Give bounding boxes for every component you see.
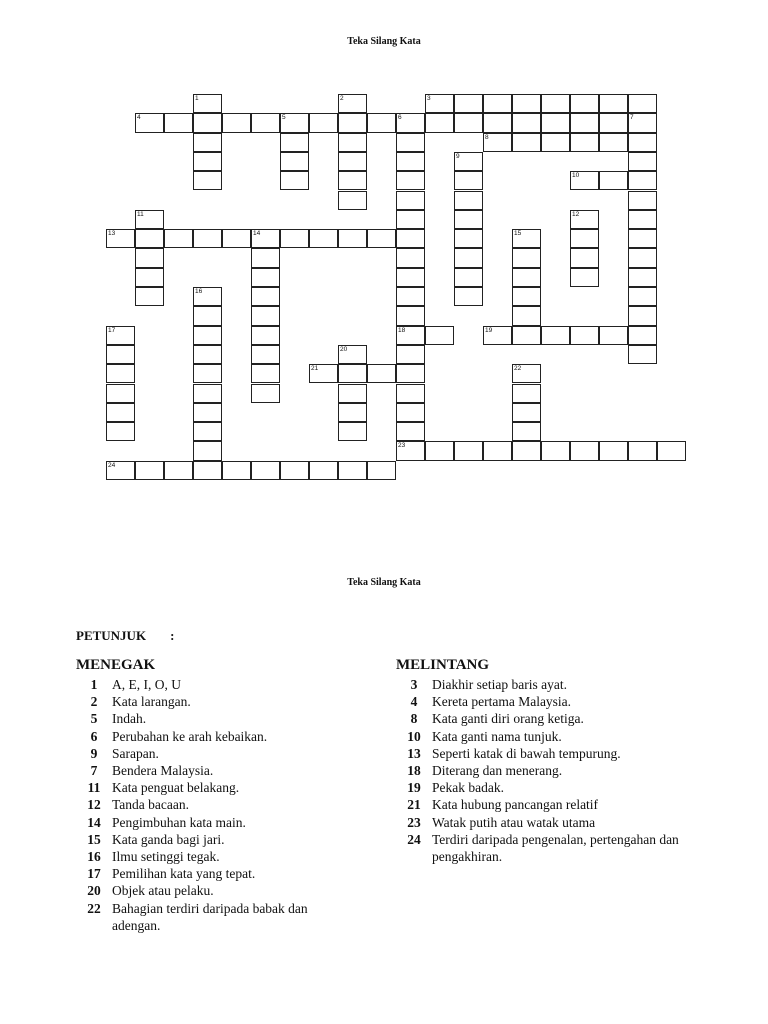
grid-cell[interactable] bbox=[164, 461, 193, 480]
grid-cell[interactable] bbox=[396, 306, 425, 325]
grid-cell[interactable] bbox=[454, 171, 483, 190]
grid-cell[interactable] bbox=[280, 133, 309, 152]
grid-cell[interactable] bbox=[570, 268, 599, 287]
grid-cell[interactable] bbox=[135, 461, 164, 480]
clue-number: 13 bbox=[407, 745, 421, 761]
grid-cell[interactable] bbox=[338, 403, 367, 422]
grid-cell[interactable] bbox=[135, 248, 164, 267]
clue-number: 23 bbox=[407, 814, 421, 830]
grid-cell[interactable] bbox=[512, 326, 541, 345]
grid-cell[interactable] bbox=[251, 229, 280, 248]
grid-cell[interactable] bbox=[396, 441, 425, 460]
grid-cell[interactable] bbox=[454, 287, 483, 306]
clue-item bbox=[76, 796, 346, 813]
clue-text: Kata penguat belakang. bbox=[112, 780, 240, 796]
grid-cell[interactable] bbox=[396, 248, 425, 267]
grid-cell-number: 14 bbox=[253, 230, 261, 238]
grid-cell[interactable] bbox=[106, 345, 135, 364]
grid-cell[interactable] bbox=[454, 229, 483, 248]
clue-number: 6 bbox=[90, 728, 98, 744]
grid-cell-number: 3 bbox=[427, 95, 431, 102]
grid-cell[interactable] bbox=[309, 229, 338, 248]
grid-cell[interactable] bbox=[193, 113, 222, 132]
grid-cell[interactable] bbox=[512, 384, 541, 403]
grid-cell[interactable] bbox=[512, 364, 541, 383]
grid-cell[interactable] bbox=[106, 403, 135, 422]
grid-cell[interactable] bbox=[396, 422, 425, 441]
grid-cell[interactable] bbox=[338, 191, 367, 210]
clue-text: Perubahan ke arah kebaikan. bbox=[112, 728, 268, 744]
grid-cell[interactable] bbox=[338, 345, 367, 364]
grid-cell[interactable] bbox=[628, 326, 657, 345]
clue-text: Kata larangan. bbox=[112, 694, 191, 710]
grid-cell[interactable] bbox=[425, 441, 454, 460]
grid-cell[interactable] bbox=[396, 268, 425, 287]
grid-cell[interactable] bbox=[106, 229, 135, 248]
grid-cell[interactable] bbox=[338, 384, 367, 403]
grid-cell[interactable] bbox=[396, 229, 425, 248]
clue-item bbox=[396, 728, 696, 745]
grid-cell[interactable] bbox=[483, 441, 512, 460]
grid-cell[interactable] bbox=[512, 422, 541, 441]
clue-number: 14 bbox=[87, 814, 101, 830]
grid-cell[interactable] bbox=[396, 384, 425, 403]
clue-item bbox=[396, 796, 696, 813]
grid-cell[interactable] bbox=[454, 210, 483, 229]
grid-cell-number: 12 bbox=[572, 210, 580, 218]
clue-item bbox=[76, 848, 346, 865]
grid-cell[interactable] bbox=[135, 268, 164, 287]
clue-text: Seperti katak di bawah tempurung. bbox=[432, 745, 621, 761]
grid-cell[interactable] bbox=[251, 364, 280, 383]
grid-cell[interactable] bbox=[338, 113, 367, 132]
grid-cell[interactable] bbox=[280, 461, 309, 480]
grid-cell[interactable] bbox=[193, 133, 222, 152]
grid-cell[interactable] bbox=[454, 248, 483, 267]
grid-cell[interactable] bbox=[164, 229, 193, 248]
melintang-heading: MELINTANG bbox=[396, 657, 490, 673]
grid-cell-number: 13 bbox=[108, 230, 116, 238]
grid-cell[interactable] bbox=[193, 403, 222, 422]
grid-cell[interactable] bbox=[338, 461, 367, 480]
grid-cell[interactable] bbox=[135, 287, 164, 306]
clue-text: Kata ganti nama tunjuk. bbox=[432, 728, 562, 744]
clue-text: Terdiri daripada pengenalan, pertengahan dan pengakhiran. bbox=[432, 831, 679, 865]
grid-cell[interactable] bbox=[570, 210, 599, 229]
grid-cell[interactable] bbox=[251, 268, 280, 287]
grid-cell[interactable] bbox=[396, 171, 425, 190]
clue-number: 11 bbox=[87, 780, 101, 796]
grid-cell[interactable] bbox=[628, 94, 657, 113]
clue-text: Tanda bacaan. bbox=[112, 797, 190, 813]
clue-number: 24 bbox=[407, 831, 421, 847]
grid-cell[interactable] bbox=[570, 113, 599, 132]
grid-cell[interactable] bbox=[425, 326, 454, 345]
clue-number: 8 bbox=[410, 711, 418, 727]
clue-item bbox=[76, 728, 346, 745]
grid-cell[interactable] bbox=[425, 113, 454, 132]
clue-text: A, E, I, O, U bbox=[112, 677, 181, 692]
grid-cell[interactable] bbox=[454, 268, 483, 287]
clue-text: Sarapan. bbox=[112, 745, 159, 761]
grid-cell[interactable] bbox=[628, 268, 657, 287]
grid-cell[interactable] bbox=[193, 345, 222, 364]
grid-cell-number: 24 bbox=[108, 461, 116, 469]
grid-cell[interactable] bbox=[251, 287, 280, 306]
grid-cell-number: 19 bbox=[485, 326, 493, 334]
clue-text: Bahagian terdiri daripada babak dan adengan. bbox=[112, 900, 308, 933]
grid-cell[interactable] bbox=[512, 268, 541, 287]
grid-cell[interactable] bbox=[570, 248, 599, 267]
grid-cell[interactable] bbox=[193, 384, 222, 403]
clue-text: Pekak badak. bbox=[432, 780, 504, 796]
grid-cell[interactable] bbox=[396, 345, 425, 364]
clue-number: 10 bbox=[407, 728, 421, 744]
grid-cell[interactable] bbox=[251, 461, 280, 480]
grid-cell[interactable] bbox=[193, 461, 222, 480]
grid-cell[interactable] bbox=[193, 422, 222, 441]
clue-item bbox=[76, 882, 346, 899]
grid-cell[interactable] bbox=[599, 326, 628, 345]
grid-cell[interactable] bbox=[628, 210, 657, 229]
grid-cell[interactable] bbox=[628, 345, 657, 364]
grid-cell[interactable] bbox=[396, 287, 425, 306]
grid-cell-number: 20 bbox=[340, 345, 348, 353]
clue-number: 3 bbox=[410, 677, 418, 692]
grid-cell[interactable] bbox=[396, 152, 425, 171]
grid-cell[interactable] bbox=[135, 210, 164, 229]
grid-cell[interactable] bbox=[599, 94, 628, 113]
petunjuk-colon: : bbox=[170, 628, 175, 643]
grid-cell-number: 8 bbox=[485, 133, 489, 141]
grid-cell-number: 6 bbox=[398, 114, 402, 122]
grid-cell[interactable] bbox=[338, 152, 367, 171]
grid-cell[interactable] bbox=[628, 229, 657, 248]
grid-cell[interactable] bbox=[367, 113, 396, 132]
clue-item bbox=[396, 693, 696, 710]
clue-text: Indah. bbox=[112, 711, 147, 727]
grid-cell[interactable] bbox=[338, 364, 367, 383]
grid-cell[interactable] bbox=[280, 229, 309, 248]
clue-number: 15 bbox=[87, 831, 101, 847]
clue-text: Diterang dan menerang. bbox=[432, 763, 563, 779]
clue-item bbox=[396, 710, 696, 727]
clue-item bbox=[396, 745, 696, 762]
grid-cell[interactable] bbox=[512, 287, 541, 306]
grid-cell[interactable] bbox=[628, 306, 657, 325]
grid-cell-number: 15 bbox=[514, 230, 522, 238]
clue-item bbox=[76, 676, 346, 693]
clue-item bbox=[396, 779, 696, 796]
grid-cell[interactable] bbox=[628, 113, 657, 132]
clue-number: 12 bbox=[87, 797, 101, 813]
grid-cell[interactable] bbox=[396, 403, 425, 422]
grid-cell-number: 22 bbox=[514, 365, 522, 373]
melintang-clue-list bbox=[396, 676, 696, 865]
grid-cell[interactable] bbox=[164, 113, 193, 132]
clue-number: 9 bbox=[90, 745, 98, 761]
grid-cell[interactable] bbox=[106, 422, 135, 441]
grid-cell[interactable] bbox=[251, 384, 280, 403]
grid-cell[interactable] bbox=[338, 94, 367, 113]
grid-cell[interactable] bbox=[628, 441, 657, 460]
grid-cell[interactable] bbox=[628, 248, 657, 267]
grid-cell[interactable] bbox=[135, 229, 164, 248]
grid-cell-number: 17 bbox=[108, 326, 116, 334]
grid-cell[interactable] bbox=[280, 152, 309, 171]
clue-text: Pengimbuhan kata main. bbox=[112, 814, 246, 830]
grid-cell[interactable] bbox=[512, 441, 541, 460]
grid-cell-number: 21 bbox=[311, 365, 319, 373]
grid-cell[interactable] bbox=[657, 441, 686, 460]
grid-cell[interactable] bbox=[251, 306, 280, 325]
clue-item bbox=[76, 900, 346, 934]
grid-cell[interactable] bbox=[628, 133, 657, 152]
grid-cell[interactable] bbox=[251, 113, 280, 132]
grid-cell-number: 10 bbox=[572, 172, 580, 180]
clue-item bbox=[396, 831, 696, 865]
grid-cell[interactable] bbox=[454, 152, 483, 171]
clue-item bbox=[76, 745, 346, 762]
grid-cell[interactable] bbox=[454, 441, 483, 460]
grid-cell[interactable] bbox=[367, 364, 396, 383]
clue-number: 1 bbox=[90, 677, 98, 692]
grid-cell-number: 11 bbox=[137, 210, 144, 218]
grid-cell[interactable] bbox=[512, 133, 541, 152]
clue-number: 18 bbox=[407, 763, 421, 779]
grid-cell[interactable] bbox=[396, 113, 425, 132]
grid-cell[interactable] bbox=[106, 461, 135, 480]
clue-item bbox=[76, 779, 346, 796]
grid-cell[interactable] bbox=[599, 441, 628, 460]
grid-cell[interactable] bbox=[193, 364, 222, 383]
grid-cell[interactable] bbox=[367, 229, 396, 248]
grid-cell[interactable] bbox=[396, 133, 425, 152]
grid-cell[interactable] bbox=[193, 287, 222, 306]
grid-cell-number: 9 bbox=[456, 152, 460, 160]
grid-cell[interactable] bbox=[222, 461, 251, 480]
page-title-top: Teka Silang Kata bbox=[347, 36, 421, 47]
grid-cell[interactable] bbox=[541, 133, 570, 152]
grid-cell[interactable] bbox=[106, 364, 135, 383]
grid-cell[interactable] bbox=[512, 306, 541, 325]
grid-cell[interactable] bbox=[628, 152, 657, 171]
menegak-clue-list bbox=[76, 676, 346, 934]
clue-text: Kata hubung pancangan relatif bbox=[432, 797, 599, 813]
grid-cell[interactable] bbox=[193, 229, 222, 248]
menegak-heading: MENEGAK bbox=[76, 657, 156, 673]
grid-cell[interactable] bbox=[512, 113, 541, 132]
grid-cell[interactable] bbox=[599, 133, 628, 152]
grid-cell-number: 5 bbox=[282, 114, 286, 122]
grid-cell[interactable] bbox=[512, 229, 541, 248]
grid-cell[interactable] bbox=[222, 113, 251, 132]
grid-cell[interactable] bbox=[338, 133, 367, 152]
clue-text: Watak putih atau watak utama bbox=[432, 814, 596, 830]
grid-cell[interactable] bbox=[193, 94, 222, 113]
clue-number: 20 bbox=[87, 883, 101, 899]
clue-item bbox=[76, 814, 346, 831]
clue-number: 16 bbox=[87, 849, 101, 865]
clue-text: Kereta pertama Malaysia. bbox=[432, 694, 572, 710]
grid-cell[interactable] bbox=[396, 210, 425, 229]
grid-cell-number: 18 bbox=[398, 326, 406, 334]
clue-number: 2 bbox=[90, 694, 98, 710]
grid-cell[interactable] bbox=[280, 171, 309, 190]
clue-number: 4 bbox=[410, 694, 418, 710]
clue-text: Kata ganti diri orang ketiga. bbox=[432, 711, 584, 727]
clue-item bbox=[396, 676, 696, 693]
grid-cell[interactable] bbox=[570, 441, 599, 460]
grid-cell[interactable] bbox=[512, 403, 541, 422]
grid-cell[interactable] bbox=[309, 461, 338, 480]
clue-number: 5 bbox=[90, 711, 98, 727]
clue-text: Ilmu setinggi tegak. bbox=[112, 849, 220, 865]
grid-cell[interactable] bbox=[251, 345, 280, 364]
clue-text: Kata ganda bagi jari. bbox=[112, 831, 225, 847]
grid-cell[interactable] bbox=[541, 113, 570, 132]
grid-cell-number: 16 bbox=[195, 288, 203, 295]
page-title-bottom: Teka Silang Kata bbox=[347, 577, 421, 588]
grid-cell[interactable] bbox=[570, 133, 599, 152]
grid-cell[interactable] bbox=[106, 384, 135, 403]
grid-cell-number: 7 bbox=[630, 114, 634, 122]
grid-cell[interactable] bbox=[251, 248, 280, 267]
grid-cell[interactable] bbox=[541, 326, 570, 345]
grid-cell[interactable] bbox=[483, 113, 512, 132]
grid-cell[interactable] bbox=[512, 94, 541, 113]
clue-item bbox=[76, 762, 346, 779]
grid-cell[interactable] bbox=[193, 152, 222, 171]
clue-item bbox=[76, 831, 346, 848]
clue-text: Objek atau pelaku. bbox=[112, 883, 214, 899]
clue-text: Bendera Malaysia. bbox=[112, 763, 214, 779]
grid-cell[interactable] bbox=[454, 113, 483, 132]
grid-cell[interactable] bbox=[338, 171, 367, 190]
grid-cell[interactable] bbox=[193, 441, 222, 460]
grid-cell[interactable] bbox=[309, 113, 338, 132]
clue-item bbox=[76, 693, 346, 710]
grid-cell[interactable] bbox=[483, 94, 512, 113]
clue-text: Diakhir setiap baris ayat. bbox=[432, 677, 567, 692]
grid-cell[interactable] bbox=[570, 94, 599, 113]
grid-cell[interactable] bbox=[599, 171, 628, 190]
clue-item bbox=[76, 865, 346, 882]
grid-cell[interactable] bbox=[135, 113, 164, 132]
grid-cell[interactable] bbox=[338, 422, 367, 441]
grid-cell[interactable] bbox=[396, 191, 425, 210]
grid-cell[interactable] bbox=[570, 171, 599, 190]
grid-cell[interactable] bbox=[570, 326, 599, 345]
grid-cell[interactable] bbox=[628, 171, 657, 190]
grid-cell[interactable] bbox=[193, 306, 222, 325]
clue-item bbox=[396, 762, 696, 779]
grid-cell[interactable] bbox=[106, 326, 135, 345]
clue-text: Pemilihan kata yang tepat. bbox=[112, 866, 256, 882]
grid-cell-number: 1 bbox=[195, 95, 199, 102]
clue-number: 19 bbox=[407, 780, 421, 796]
grid-cell[interactable] bbox=[628, 191, 657, 210]
grid-cell[interactable] bbox=[483, 326, 512, 345]
grid-cell[interactable] bbox=[251, 326, 280, 345]
grid-cell[interactable] bbox=[570, 229, 599, 248]
grid-cell[interactable] bbox=[454, 94, 483, 113]
petunjuk-label: PETUNJUK bbox=[76, 628, 147, 643]
clue-number: 21 bbox=[407, 797, 421, 813]
grid-cell[interactable] bbox=[222, 229, 251, 248]
grid-cell[interactable] bbox=[193, 326, 222, 345]
grid-cell[interactable] bbox=[425, 94, 454, 113]
grid-cell[interactable] bbox=[483, 133, 512, 152]
clue-number: 17 bbox=[87, 866, 101, 882]
grid-cell-number: 2 bbox=[340, 95, 344, 102]
grid-cell[interactable] bbox=[309, 364, 338, 383]
clue-number: 7 bbox=[90, 763, 98, 779]
grid-cell[interactable] bbox=[367, 461, 396, 480]
grid-cell[interactable] bbox=[396, 326, 425, 345]
clue-number: 22 bbox=[87, 900, 101, 916]
grid-cell[interactable] bbox=[541, 441, 570, 460]
grid-cell[interactable] bbox=[338, 229, 367, 248]
grid-cell[interactable] bbox=[512, 248, 541, 267]
grid-cell[interactable] bbox=[193, 171, 222, 190]
grid-cell[interactable] bbox=[599, 113, 628, 132]
clue-item bbox=[76, 710, 346, 727]
grid-cell[interactable] bbox=[280, 113, 309, 132]
clue-item bbox=[396, 814, 696, 831]
grid-cell[interactable] bbox=[541, 94, 570, 113]
grid-cell[interactable] bbox=[628, 287, 657, 306]
grid-cell[interactable] bbox=[454, 191, 483, 210]
petunjuk-heading bbox=[76, 628, 174, 644]
grid-cell[interactable] bbox=[396, 364, 425, 383]
grid-cell-number: 23 bbox=[398, 442, 406, 450]
grid-cell-number: 4 bbox=[137, 114, 141, 122]
